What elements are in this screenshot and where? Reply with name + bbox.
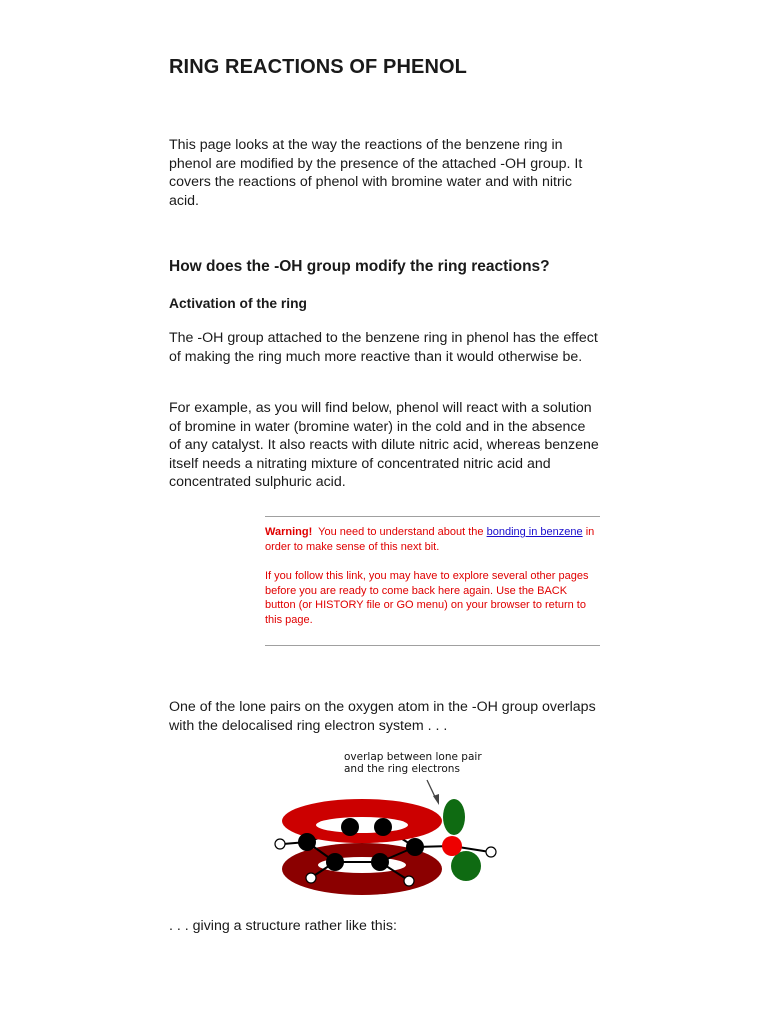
phenol-overlap-diagram <box>270 745 510 905</box>
warning-line <box>265 525 600 554</box>
oxygen-atom <box>442 836 462 856</box>
section-heading: How does the -OH group modify the ring reactions? <box>169 258 550 275</box>
intro-paragraph: This page looks at the way the reactions of the benzene ring in phenol are modified by the presence of the attached -OH group. It covers the reactions of phenol with bromine water and with nitric acid. <box>169 137 583 209</box>
diagram-svg <box>270 745 510 900</box>
subheading: Activation of the ring <box>169 296 307 311</box>
page-title: RING REACTIONS OF PHENOL <box>169 56 467 78</box>
diagram-caption-line1: overlap between lone pair <box>344 751 482 763</box>
activation-paragraph-1: The -OH group attached to the benzene ring in phenol has the effect of making the ring much more reactive than it would otherwise be. <box>169 330 598 365</box>
giving-paragraph: . . . giving a structure rather like this: <box>169 918 397 934</box>
upper-ring-hole <box>316 817 408 833</box>
warning-label: Warning! <box>265 526 313 538</box>
bonding-in-benzene-link[interactable]: bonding in benzene <box>486 526 583 538</box>
warning-box <box>265 516 600 646</box>
diagram-caption-line2: and the ring electrons <box>344 763 460 775</box>
lone-pair-paragraph: One of the lone pairs on the oxygen atom in the -OH group overlaps with the delocalised ring electron system . . . <box>169 699 596 734</box>
activation-paragraph-2: For example, as you will find below, phenol will react with a solution of bromine in water (bromine water) in the cold and in the absence of any catalyst. It also reacts with dilute nitric acid, whereas benzene itself needs a nitrating mixture of concentrated nitric acid and concentrated sulphuric acid. <box>169 400 599 490</box>
lone-pair-lobe-lower <box>451 851 481 881</box>
lone-pair-lobe-upper <box>443 799 465 835</box>
warning-text-after: in order to make sense of this next bit. <box>265 526 595 553</box>
warning-text-before: You need to understand about the <box>318 526 484 538</box>
warning-follow-text: If you follow this link, you may have to explore several other pages before you are ready to come back here again. Use the BACK button (or HISTORY file or GO menu) on your browser to return to this page. <box>265 570 589 626</box>
